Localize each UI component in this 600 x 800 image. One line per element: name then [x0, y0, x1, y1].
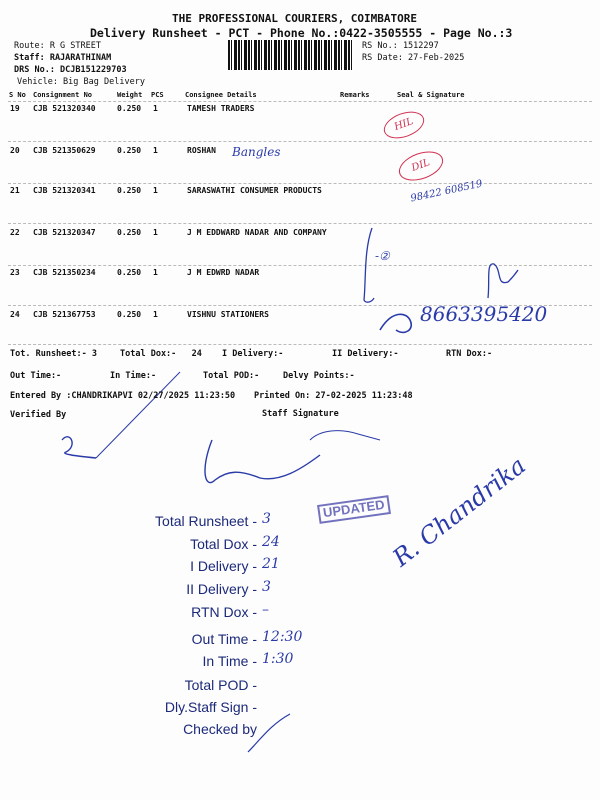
stamp-label: Dly.Staff Sign -: [164, 699, 257, 715]
verified-by: Verified By: [10, 410, 67, 420]
stamp-value: 1:30: [262, 651, 294, 667]
stamp-value: 3: [262, 511, 271, 527]
drs-no: DRS No.: DCJB151229703: [14, 65, 127, 75]
col-consignment: Consignment No: [33, 91, 93, 99]
cell-pcs: 1: [153, 104, 158, 113]
cell-sno: 19: [10, 104, 20, 113]
cell-weight: 0.250: [117, 104, 142, 113]
out-time: Out Time:-: [10, 371, 62, 381]
cell-consignee: VISHNU STATIONERS: [187, 310, 269, 319]
signature: R. Chandrika: [387, 451, 531, 573]
total-dox: Total Dox:- 24: [120, 349, 202, 359]
seal-stamp: HIL: [380, 107, 428, 144]
cell-consignee: SARASWATHI CONSUMER PRODUCTS: [187, 186, 322, 195]
staff: Staff: RAJARATHINAM: [14, 53, 112, 63]
in-time: In Time:-: [110, 371, 157, 381]
rtn-dox: RTN Dox:-: [446, 349, 493, 359]
cell-pcs: 1: [153, 146, 158, 155]
cell-pcs: 1: [153, 268, 158, 277]
cell-weight: 0.250: [117, 310, 142, 319]
stamp-label: Total POD -: [184, 677, 257, 693]
ii-delivery: II Delivery:-: [332, 349, 399, 359]
company-name: THE PROFESSIONAL COURIERS, COIMBATORE: [172, 12, 418, 25]
cell-sno: 20: [10, 146, 20, 155]
cell-consignee: ROSHAN: [187, 146, 216, 155]
route: Route: R G STREET: [14, 41, 101, 51]
stamp-value: 21: [262, 556, 280, 572]
cell-cn: CJB 521350234: [33, 268, 96, 277]
stamp-label: Total Dox -: [190, 536, 257, 552]
seal-stamp: DIL: [395, 146, 447, 186]
stamp-label: RTN Dox -: [191, 604, 257, 620]
col-sno: S No: [9, 91, 26, 99]
cell-pcs: 1: [153, 310, 158, 319]
printed-on: Printed On: 27-02-2025 11:23:48: [254, 391, 413, 401]
stamp-label: Total Runsheet -: [155, 513, 257, 529]
stamp-label: In Time -: [202, 653, 257, 669]
cell-pcs: 1: [153, 228, 158, 237]
cell-consignee: TAMESH TRADERS: [187, 104, 255, 113]
cell-pcs: 1: [153, 186, 158, 195]
rs-no: RS No.: 1512297: [362, 41, 439, 51]
stamp-label: II Delivery -: [186, 581, 257, 597]
signature-phone: 8663395420: [420, 302, 548, 326]
col-pcs: PCS: [151, 91, 164, 99]
col-remarks: Remarks: [340, 91, 370, 99]
remark-bangles: Bangles: [232, 145, 281, 159]
runsheet-subtitle: Delivery Runsheet - PCT - Phone No.:0422-3505555 - Page No.:3: [90, 26, 513, 40]
stamp-value: 3: [262, 579, 271, 595]
total-pod: Total POD:-: [203, 371, 260, 381]
cell-weight: 0.250: [117, 146, 142, 155]
entered-by: Entered By :CHANDRIKAPVI 02/27/2025 11:23:50: [10, 391, 236, 401]
cell-consignee: J M EDDWARD NADAR AND COMPANY: [187, 228, 327, 237]
cell-cn: CJB 521367753: [33, 310, 96, 319]
delvy-points: Delvy Points:-: [283, 371, 355, 381]
col-weight: Weight: [117, 91, 143, 99]
divider: [8, 344, 592, 345]
cell-weight: 0.250: [117, 186, 142, 195]
tot-runsheet: Tot. Runsheet:- 3: [10, 349, 97, 359]
cell-sno: 23: [10, 268, 20, 277]
stamp-label: Out Time -: [191, 631, 257, 647]
stamp-label: Checked by: [183, 721, 257, 737]
rs-date: RS Date: 27-Feb-2025: [362, 53, 465, 63]
cell-sno: 21: [10, 186, 20, 195]
cell-sno: 22: [10, 228, 20, 237]
cell-cn: CJB 521320341: [33, 186, 96, 195]
cell-weight: 0.250: [117, 268, 142, 277]
cell-cn: CJB 521320340: [33, 104, 96, 113]
signature-phone: 98422 608519: [409, 178, 484, 205]
signature-mark: -②: [375, 249, 390, 263]
stamp-value: 12:30: [262, 629, 303, 645]
staff-signature: Staff Signature: [262, 409, 339, 419]
stamp-value: –: [262, 602, 269, 618]
col-seal: Seal & Signature: [397, 91, 465, 99]
cell-sno: 24: [10, 310, 20, 319]
updated-stamp: UPDATED: [317, 495, 391, 524]
col-consignee: Consignee Details: [185, 91, 257, 99]
stamp-value: 24: [262, 534, 280, 550]
vehicle: Vehicle: Big Bag Delivery: [17, 77, 145, 87]
i-delivery: I Delivery:-: [222, 349, 284, 359]
cell-cn: CJB 521320347: [33, 228, 96, 237]
cell-consignee: J M EDWRD NADAR: [187, 268, 260, 277]
stamp-label: I Delivery -: [190, 558, 257, 574]
cell-weight: 0.250: [117, 228, 142, 237]
cell-cn: CJB 521350629: [33, 146, 96, 155]
